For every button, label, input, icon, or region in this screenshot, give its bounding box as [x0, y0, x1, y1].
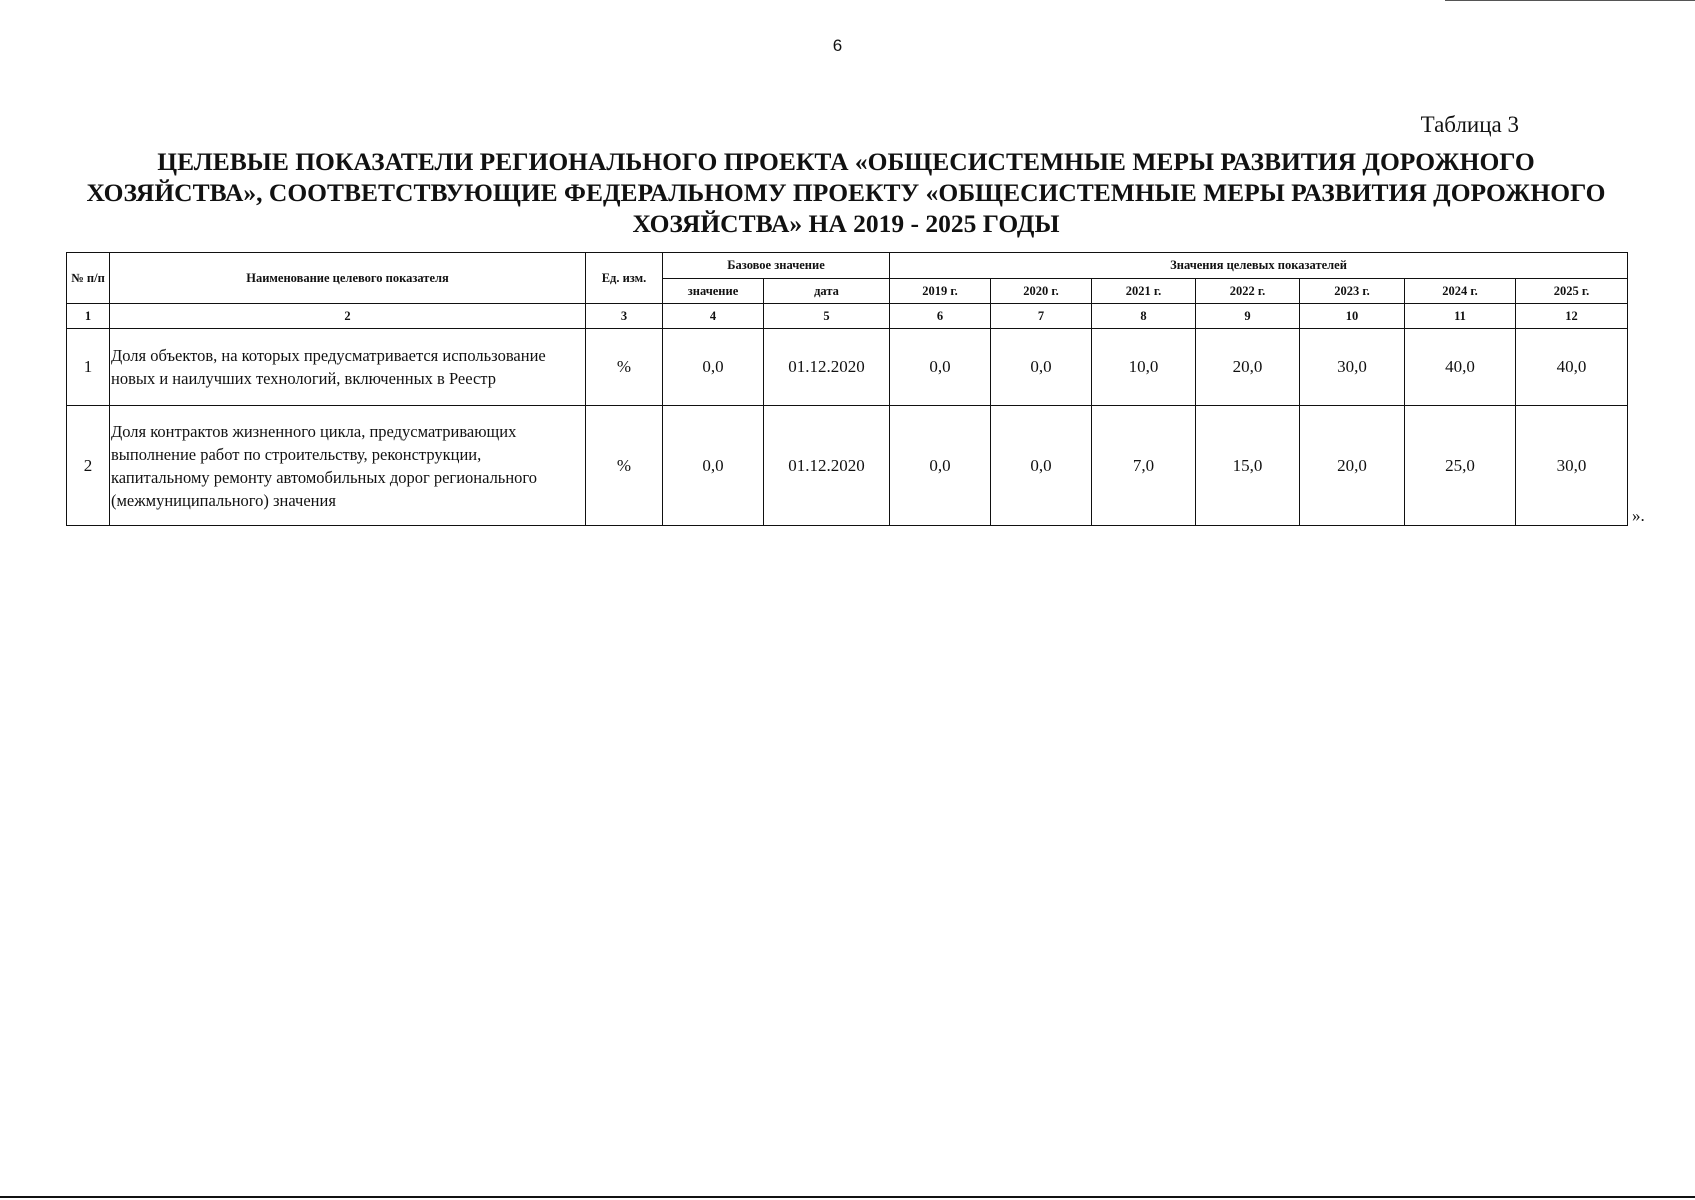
column-number: 9 [1196, 304, 1300, 329]
column-number: 8 [1092, 304, 1196, 329]
header-base-group: Базовое значение [663, 253, 890, 279]
column-number: 11 [1405, 304, 1516, 329]
unit-cell: % [586, 329, 663, 406]
table-row [67, 329, 1628, 406]
row-num: 1 [67, 329, 110, 406]
title-line: ХОЗЯЙСТВА», СООТВЕТСТВУЮЩИЕ ФЕДЕРАЛЬНОМУ ПРОЕКТУ «ОБЩЕСИСТЕМНЫЕ МЕРЫ РАЗВИТИЯ ДОРОЖНОГО [86, 178, 1606, 207]
column-number: 6 [890, 304, 991, 329]
target-value-cell: 7,0 [1092, 406, 1196, 526]
page-number: 6 [832, 36, 843, 55]
row-num: 2 [67, 406, 110, 526]
header-year: 2025 г. [1516, 279, 1628, 304]
target-value-cell: 20,0 [1196, 329, 1300, 406]
header-year: 2019 г. [890, 279, 991, 304]
header-base-date: дата [764, 279, 890, 304]
target-value-cell: 0,0 [991, 406, 1092, 526]
header-year: 2023 г. [1300, 279, 1405, 304]
target-value-cell: 20,0 [1300, 406, 1405, 526]
header-base-value: значение [663, 279, 764, 304]
base-date-cell: 01.12.2020 [764, 406, 890, 526]
closing-quote-mark: ». [1632, 506, 1645, 525]
target-value-cell: 25,0 [1405, 406, 1516, 526]
target-value-cell: 40,0 [1405, 329, 1516, 406]
scan-edge-line [1445, 0, 1695, 1]
target-value-cell: 10,0 [1092, 329, 1196, 406]
header-year: 2022 г. [1196, 279, 1300, 304]
column-number: 2 [110, 304, 586, 329]
base-value-cell: 0,0 [663, 406, 764, 526]
column-numbers-row [67, 304, 1628, 329]
column-number: 1 [67, 304, 110, 329]
title-line: ХОЗЯЙСТВА» НА 2019 - 2025 ГОДЫ [632, 209, 1060, 238]
header-year: 2020 г. [991, 279, 1092, 304]
indicator-name: Доля объектов, на которых предусматривается использование новых и наилучших технологий, включенных в Реестр [110, 329, 586, 406]
target-value-cell: 15,0 [1196, 406, 1300, 526]
column-number: 7 [991, 304, 1092, 329]
title-line: ЦЕЛЕВЫЕ ПОКАЗАТЕЛИ РЕГИОНАЛЬНОГО ПРОЕКТА «ОБЩЕСИСТЕМНЫЕ МЕРЫ РАЗВИТИЯ ДОРОЖНОГО [157, 147, 1535, 176]
base-value-cell: 0,0 [663, 329, 764, 406]
target-value-cell: 30,0 [1300, 329, 1405, 406]
header-row [67, 253, 1628, 279]
target-value-cell: 0,0 [890, 406, 991, 526]
header-year: 2021 г. [1092, 279, 1196, 304]
header-unit: Ед. изм. [586, 253, 663, 304]
scan-edge-line [0, 1196, 1695, 1198]
column-number: 5 [764, 304, 890, 329]
indicators-table [66, 252, 1628, 526]
header-year: 2024 г. [1405, 279, 1516, 304]
target-value-cell: 40,0 [1516, 329, 1628, 406]
header-name: Наименование целевого показателя [110, 253, 586, 304]
table-caption: Таблица 3 [1420, 112, 1519, 137]
unit-cell: % [586, 406, 663, 526]
column-number: 10 [1300, 304, 1405, 329]
column-number: 12 [1516, 304, 1628, 329]
base-date-cell: 01.12.2020 [764, 329, 890, 406]
target-value-cell: 0,0 [890, 329, 991, 406]
header-num: № п/п [67, 253, 110, 304]
target-value-cell: 30,0 [1516, 406, 1628, 526]
document-title [60, 146, 1632, 239]
target-value-cell: 0,0 [991, 329, 1092, 406]
header-targets-group: Значения целевых показателей [890, 253, 1628, 279]
indicator-name: Доля контрактов жизненного цикла, предусматривающих выполнение работ по строительству, реконструкции, капитальному ремонту автомобильных дорог регионального (межмуниципального) значения [110, 406, 586, 526]
column-number: 3 [586, 304, 663, 329]
column-number: 4 [663, 304, 764, 329]
table-row [67, 406, 1628, 526]
